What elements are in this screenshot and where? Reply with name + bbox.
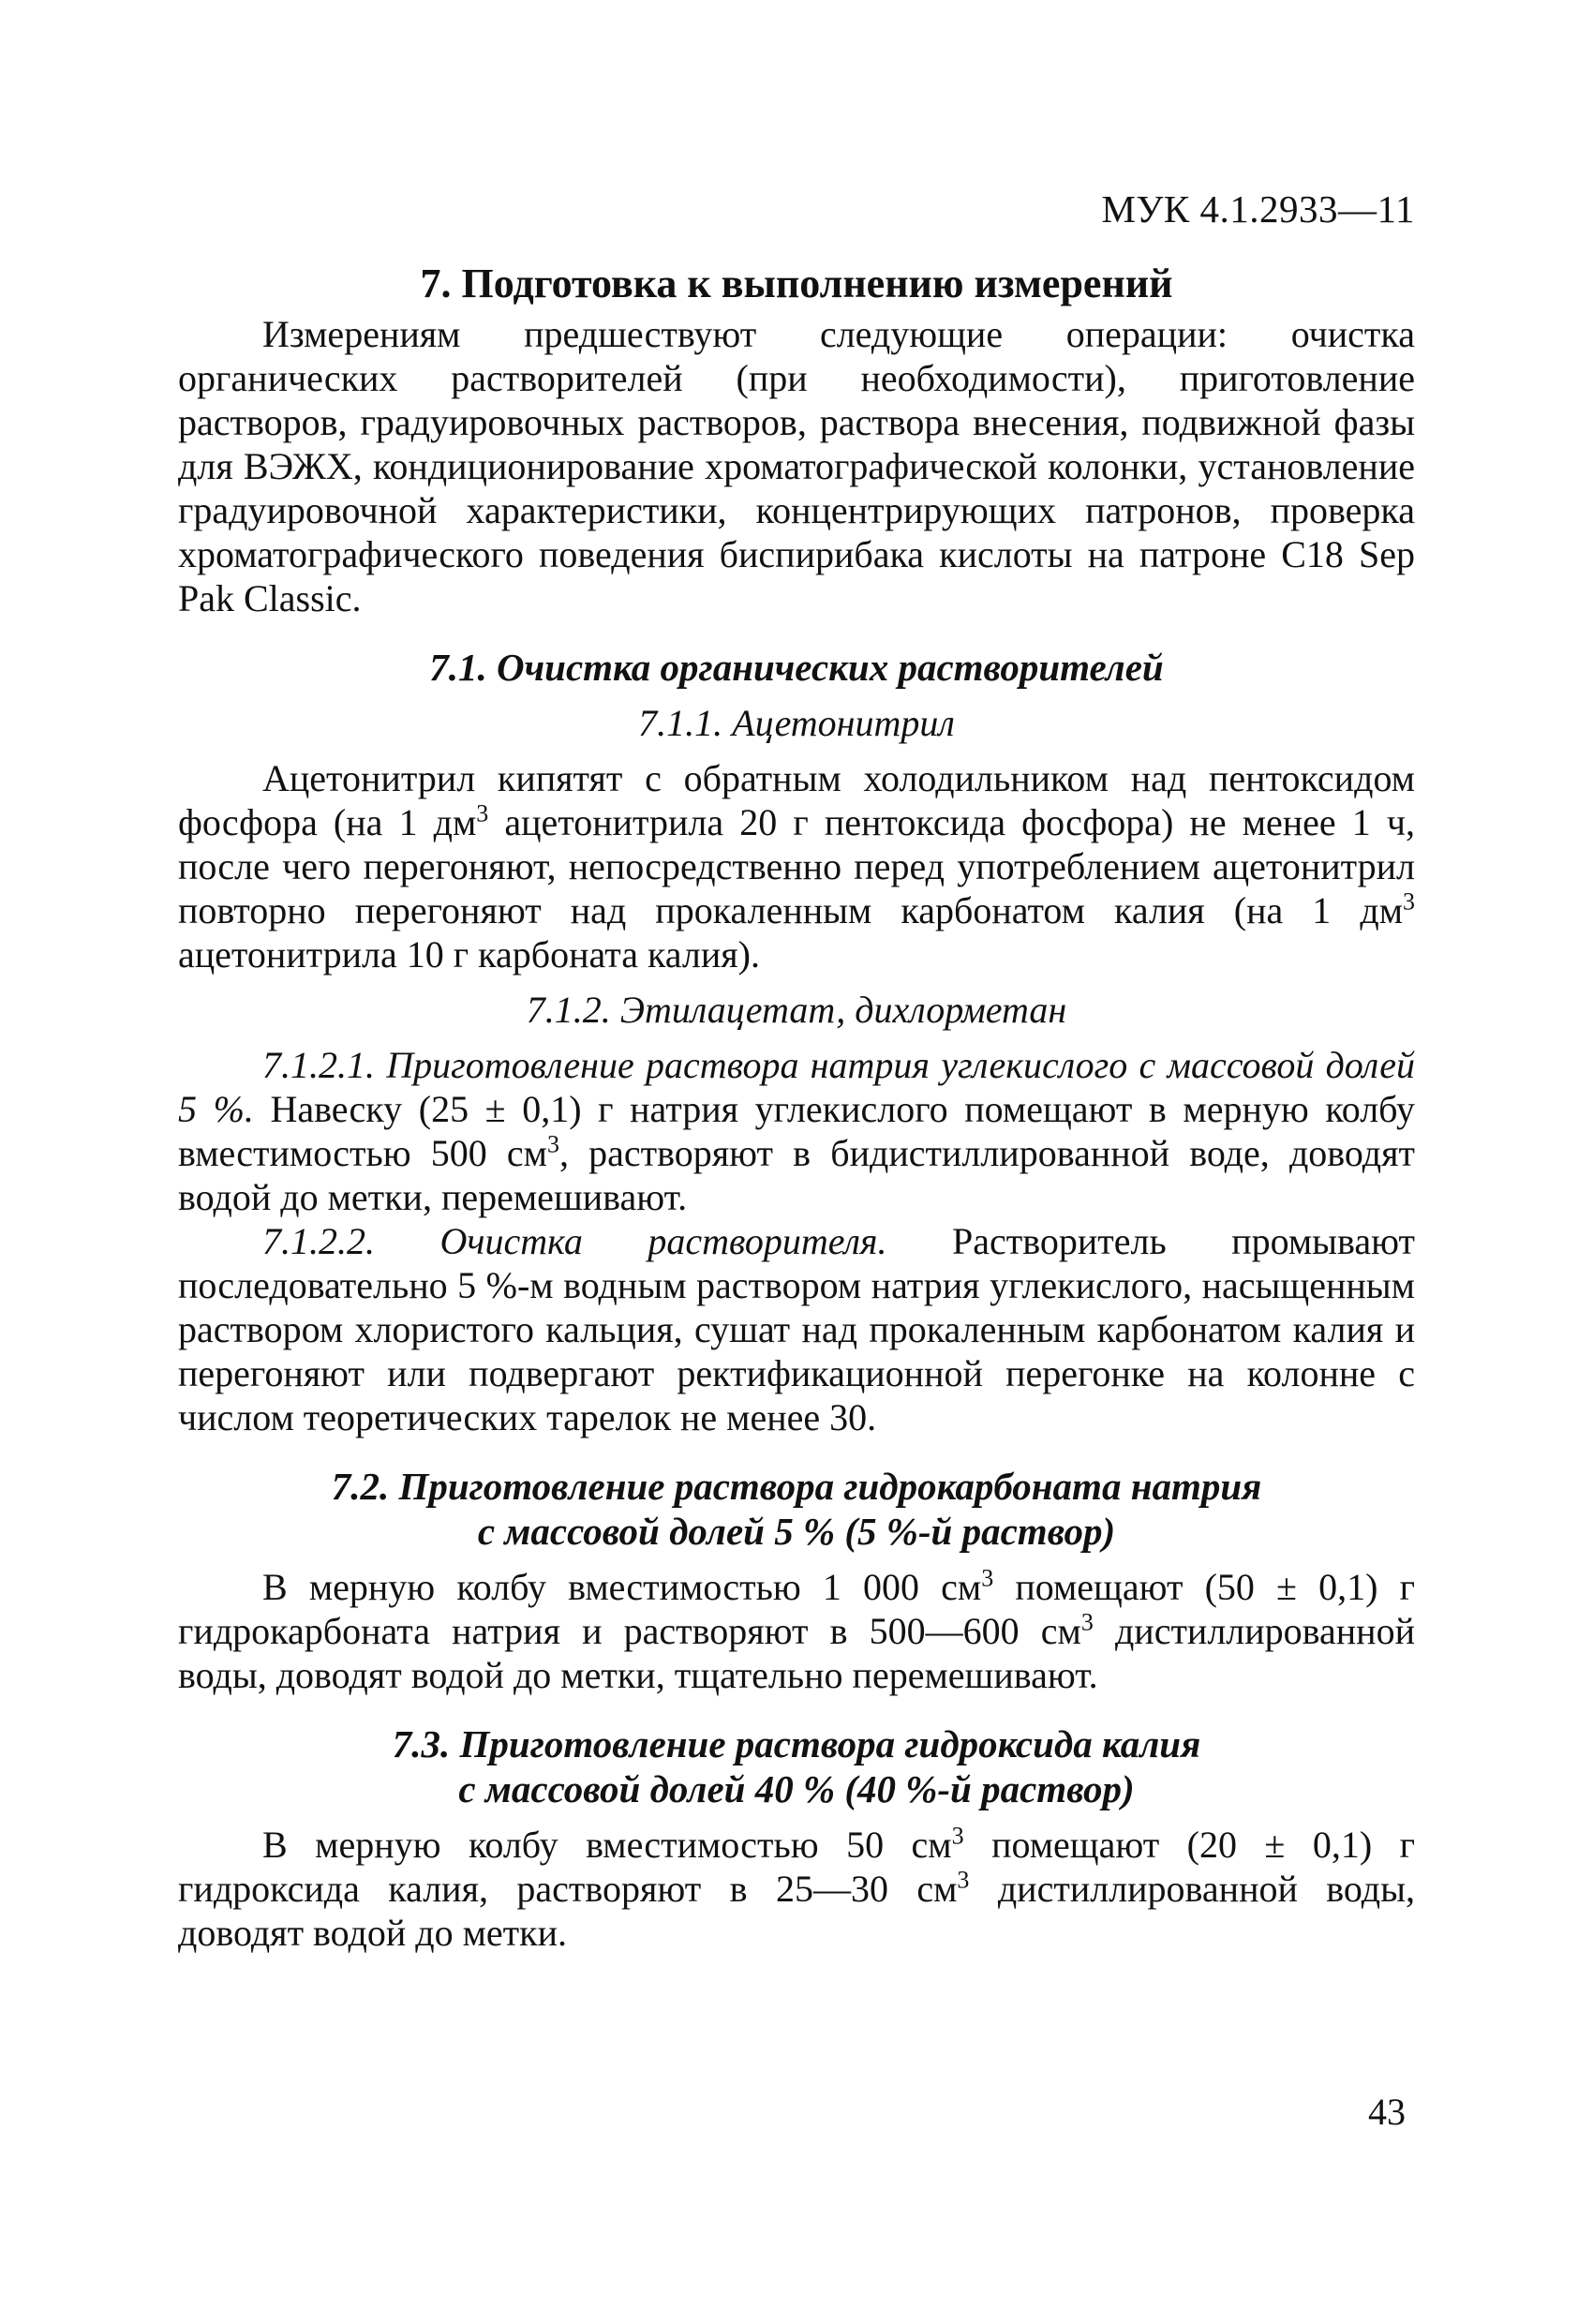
- section-7-1-1-text: [178, 756, 1415, 976]
- text-fragment: , растворяют в бидистиллированной воде, доводят водой до метки, перемешивают.: [178, 1132, 1415, 1218]
- text-fragment: Ацетонитрил кипятят с обратным холодильником над пентоксидом фосфора (на 1 дм: [178, 757, 1415, 843]
- section-7-3-title-line-2: с массовой долей 40 % (40 %-й раствор): [458, 1767, 1135, 1810]
- section-7-intro: Измерениям предшествуют следующие операции: очистка органических растворителей (при необходимости), приготовление растворов, градуировочных растворов, раствора внесения, подвижной фазы для ВЭЖХ, кондиционирование хроматографической колонки, установление градуировочной характеристики, концентрирующих патронов, проверка хроматографического поведения биспирибака кислоты на патроне С18 Sep Pak Classic.: [178, 313, 1415, 619]
- text-fragment: В мерную колбу вместимостью 50 см: [262, 1824, 952, 1866]
- document-code: МУК 4.1.2933—11: [1101, 187, 1415, 231]
- section-7-1-title: [178, 645, 1415, 690]
- section-7-2-title-line-2: с массовой долей 5 % (5 %-й раствор): [477, 1510, 1116, 1553]
- section-7-1-title-text: 7.1. Очистка органических растворителей: [429, 646, 1164, 689]
- superscript: 3: [546, 1130, 559, 1158]
- text-fragment: ацетонитрила 10 г карбоната калия).: [178, 933, 760, 976]
- superscript: 3: [1403, 887, 1415, 916]
- superscript: 3: [1080, 1608, 1094, 1636]
- document-page: [178, 187, 1415, 1955]
- superscript: 3: [476, 799, 489, 827]
- text-fragment: помещают (50 ± 0,1) г гидрокарбоната натрия и растворяют в 500—600 см: [178, 1566, 1415, 1652]
- superscript: 3: [957, 1866, 970, 1894]
- text-fragment: ацетонитрила 20 г пентоксида фосфора) не менее 1 ч, после чего перегоняют, непосредственно перед употреблением ацетонитрил повторно перегоняют над прокаленным карбонатом калия (на 1 дм: [178, 801, 1415, 931]
- section-7-1-2-2-text: [178, 1219, 1415, 1439]
- section-7-3-title: [178, 1721, 1415, 1811]
- section-7-1-1-title: 7.1.1. Ацетонитрил: [638, 702, 955, 744]
- run-in-heading: 7.1.2.2. Очистка растворителя.: [262, 1220, 887, 1262]
- superscript: 3: [981, 1564, 994, 1592]
- section-7-3-title-line-1: 7.3. Приготовление раствора гидроксида калия: [392, 1722, 1201, 1765]
- text-fragment: Растворитель промывают последовательно 5 %-м водным раствором натрия углекислого, насыщенным раствором хлористого кальция, сушат над прокаленным карбонатом калия и перегоняют или подвергают ректификационной перегонке на колонне с числом теоретических тарелок не менее 30.: [178, 1220, 1415, 1438]
- section-7-3-text: [178, 1823, 1415, 1955]
- section-7-title: 7. Подготовка к выполнению измерений: [420, 261, 1173, 306]
- section-7-1-2-1-text: [178, 1043, 1415, 1219]
- section-7-2-title-line-1: 7.2. Приготовление раствора гидрокарбоната натрия: [331, 1465, 1262, 1508]
- superscript: 3: [951, 1822, 964, 1850]
- page-number: 43: [1368, 2091, 1406, 2133]
- text-fragment: Навеску (25 ± 0,1) г натрия углекислого помещают в мерную колбу вместимостью 500 см: [178, 1088, 1416, 1174]
- text-fragment: дистиллированной воды, доводят водой до метки, тщательно перемешивают.: [178, 1610, 1415, 1696]
- section-7-2-title: [178, 1464, 1415, 1554]
- run-in-heading: 7.1.2.1. Приготовление раствора натрия углекислого с массовой долей 5 %.: [178, 1044, 1415, 1130]
- section-7-2-text: [178, 1565, 1415, 1697]
- text-fragment: помещают (20 ± 0,1) г гидроксида калия, растворяют в 25—30 см: [178, 1824, 1416, 1910]
- text-fragment: дистиллированной воды, доводят водой до метки.: [178, 1868, 1415, 1954]
- text-fragment: В мерную колбу вместимостью 1 000 см: [262, 1566, 982, 1608]
- section-7-1-2-title: 7.1.2. Этилацетат, дихлорметан: [526, 989, 1067, 1031]
